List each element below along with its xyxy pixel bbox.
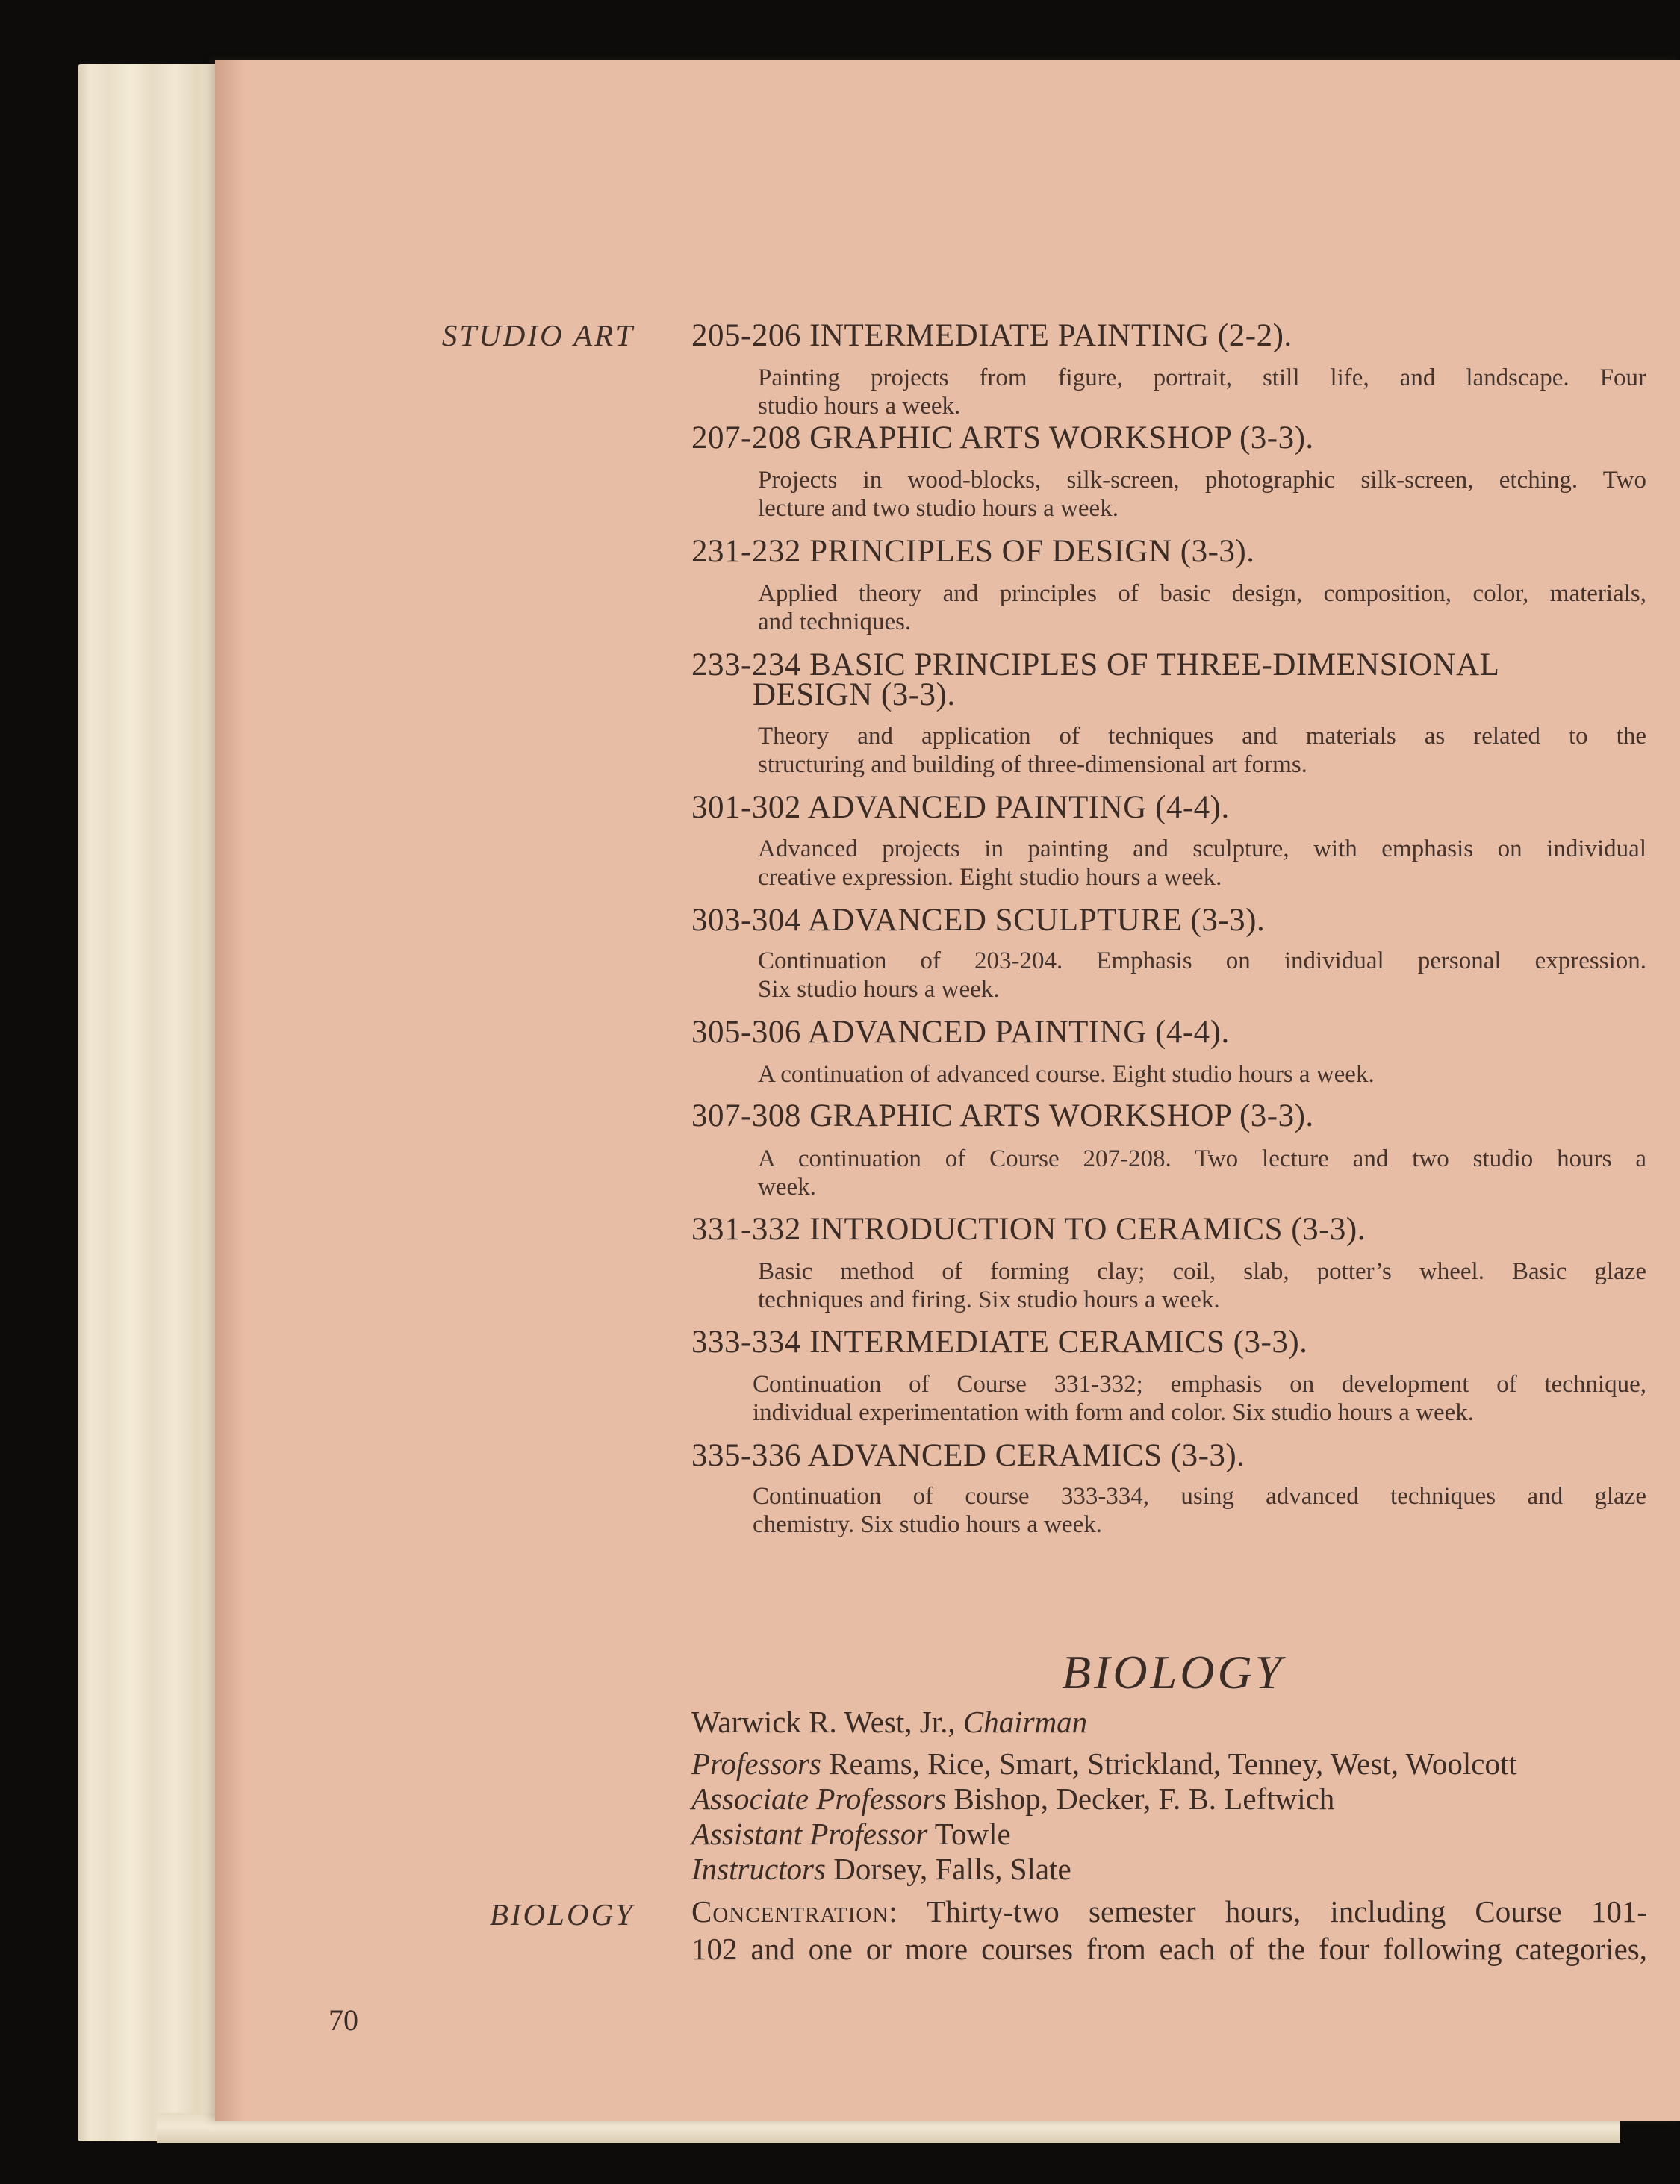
faculty-names: Dorsey, Falls, Slate (833, 1852, 1071, 1886)
description-line: Continuation of Course 331-332; emphasis on development of technique, (753, 1371, 1646, 1398)
description-line: A continuation of Course 207-208. Two lecture and two studio hours a (758, 1145, 1646, 1172)
description-line: Advanced projects in painting and sculpture, with emphasis on individual (758, 836, 1646, 862)
margin-label-studio-art: STUDIO ART (441, 318, 635, 352)
course-description (753, 1482, 1646, 1539)
course-description (758, 835, 1646, 892)
description-line: Theory and application of techniques and materials as related to the (758, 723, 1646, 750)
course-description (758, 1145, 1646, 1201)
course-heading: 231-232 PRINCIPLES OF DESIGN (3-3). (691, 534, 1255, 569)
description-line: Continuation of course 333-334, using advanced techniques and glaze (753, 1483, 1646, 1510)
faculty-rank: Associate Professors (691, 1782, 947, 1816)
description-line: week. (758, 1174, 816, 1201)
chairman-name: Warwick R. West, Jr., (691, 1705, 956, 1739)
course-description (758, 722, 1646, 779)
concentration-line: 102 and one or more courses from each of the four following categories, (691, 1932, 1647, 1966)
chairman-role: Chairman (962, 1705, 1088, 1739)
course-description (758, 1257, 1646, 1314)
course-description (758, 947, 1646, 1004)
course-description (753, 1370, 1646, 1427)
course-heading-continued: DESIGN (3-3). (753, 677, 956, 712)
faculty-names: Towle (934, 1817, 1011, 1851)
course-heading: 307-308 GRAPHIC ARTS WORKSHOP (3-3). (691, 1098, 1314, 1133)
concentration-label: Concentration: (691, 1894, 898, 1929)
description-line: Projects in wood-blocks, silk-screen, photographic silk-screen, etching. Two (758, 467, 1646, 494)
faculty-line-professors (691, 1746, 1517, 1782)
description-line: Basic method of forming clay; coil, slab, potter’s wheel. Basic glaze (758, 1258, 1646, 1285)
description-line: A continuation of advanced course. Eight studio hours a week. (758, 1061, 1375, 1088)
description-line: and techniques. (758, 609, 912, 635)
faculty-line-assistant-professor (691, 1816, 1011, 1852)
margin-label-biology: BIOLOGY (489, 1897, 635, 1932)
page-number: 70 (329, 2003, 358, 2037)
faculty-names: Reams, Rice, Smart, Strickland, Tenney, West, Woolcott (829, 1746, 1517, 1781)
description-line: studio hours a week. (758, 393, 961, 420)
description-line: individual experimentation with form and color. Six studio hours a week. (753, 1399, 1474, 1426)
course-heading: 205-206 INTERMEDIATE PAINTING (2-2). (691, 318, 1292, 353)
course-description (758, 1060, 1646, 1089)
section-title-biology: BIOLOGY (1062, 1646, 1285, 1699)
faculty-line-associate-professors (691, 1781, 1334, 1817)
course-heading: 301-302 ADVANCED PAINTING (4-4). (691, 790, 1230, 825)
faculty-rank: Professors (691, 1746, 821, 1781)
course-heading: 305-306 ADVANCED PAINTING (4-4). (691, 1015, 1230, 1050)
faculty-rank: Instructors (691, 1852, 826, 1886)
course-heading: 331-332 INTRODUCTION TO CERAMICS (3-3). (691, 1212, 1366, 1247)
course-description (758, 466, 1646, 523)
concentration-paragraph (691, 1893, 1647, 1967)
course-heading: 335-336 ADVANCED CERAMICS (3-3). (691, 1438, 1245, 1473)
page-stack-edges (78, 64, 234, 2141)
description-line: lecture and two studio hours a week. (758, 495, 1119, 522)
course-heading: 233-234 BASIC PRINCIPLES OF THREE-DIMENSIONAL (691, 647, 1500, 682)
concentration-line (691, 1893, 1647, 1930)
faculty-names: Bishop, Decker, F. B. Leftwich (953, 1782, 1335, 1816)
description-line: Continuation of 203-204. Emphasis on individual personal expression. (758, 948, 1646, 974)
page-gutter-shadow (215, 60, 245, 2121)
chairman-line (691, 1704, 1087, 1740)
course-description (758, 579, 1646, 636)
faculty-rank: Assistant Professor (691, 1817, 928, 1851)
course-heading: 207-208 GRAPHIC ARTS WORKSHOP (3-3). (691, 420, 1314, 455)
course-description (758, 364, 1646, 420)
course-heading: 333-334 INTERMEDIATE CERAMICS (3-3). (691, 1325, 1308, 1360)
faculty-line-instructors (691, 1851, 1071, 1887)
description-line: Six studio hours a week. (758, 976, 1000, 1003)
description-line: Painting projects from figure, portrait, still life, and landscape. Four (758, 364, 1646, 391)
description-line: creative expression. Eight studio hours a week. (758, 864, 1222, 891)
description-line: structuring and building of three-dimensional art forms. (758, 751, 1307, 778)
course-heading: 303-304 ADVANCED SCULPTURE (3-3). (691, 903, 1266, 938)
description-line: techniques and firing. Six studio hours a week. (758, 1287, 1220, 1313)
description-line: Applied theory and principles of basic design, composition, color, materials, (758, 580, 1646, 607)
description-line: chemistry. Six studio hours a week. (753, 1511, 1103, 1538)
concentration-text: Thirty-two semester hours, including Course 101- (927, 1894, 1647, 1929)
